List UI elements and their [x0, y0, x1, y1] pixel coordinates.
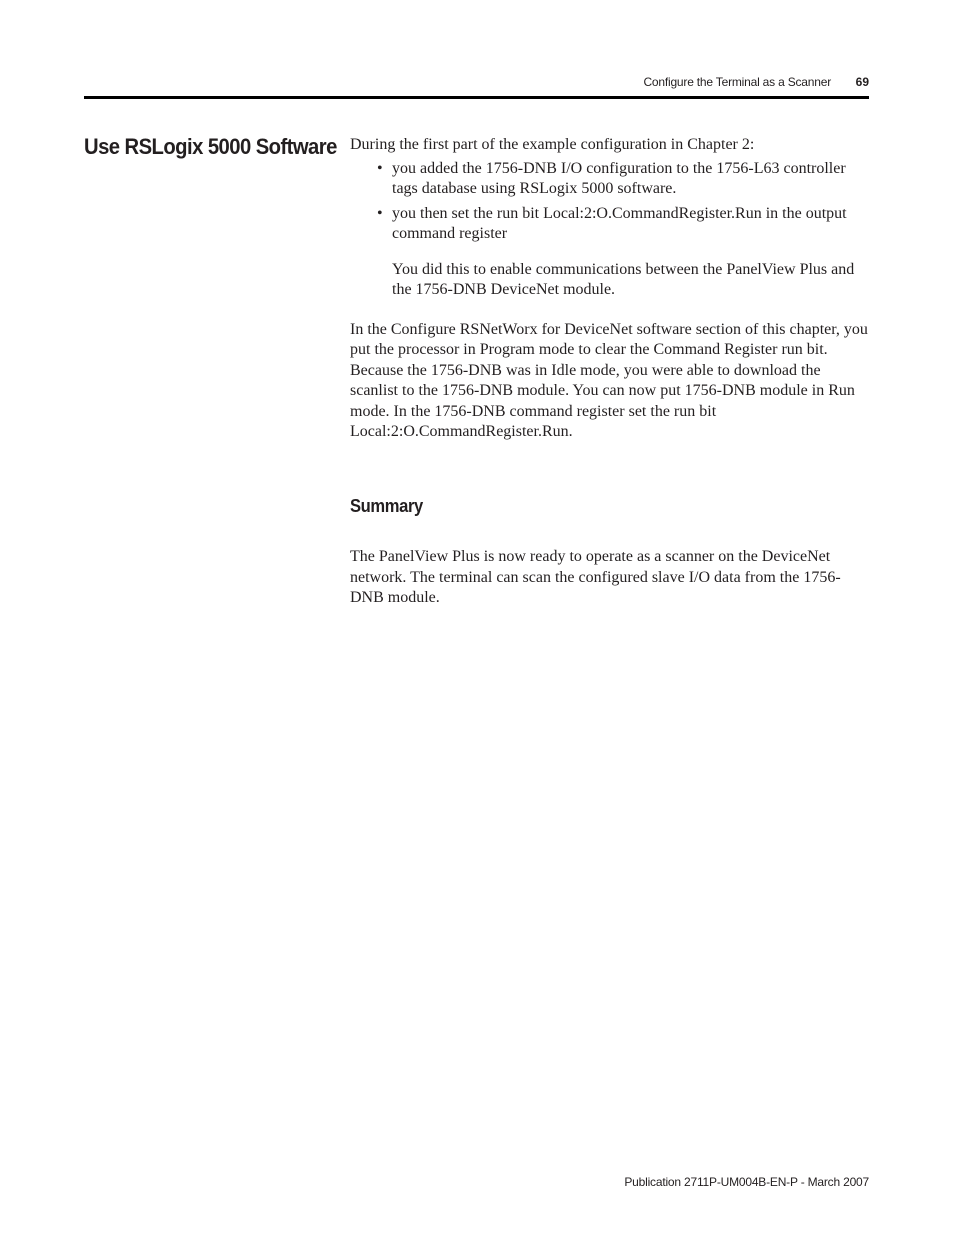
bullet-text: you then set the run bit Local:2:O.CommandRegister.Run in the output command register	[392, 204, 847, 242]
bullet-icon: •	[377, 204, 383, 222]
running-header	[84, 73, 869, 91]
bullet-text: you added the 1756-DNB I/O configuration to the 1756-L63 controller tags database using RSLogix 5000 software.	[392, 159, 846, 197]
bullet-note: You did this to enable communications between the PanelView Plus and the 1756-DNB DeviceNet module.	[392, 260, 855, 298]
header-chapter-title: Configure the Terminal as a Scanner	[643, 75, 831, 89]
summary-paragraph: The PanelView Plus is now ready to operate as a scanner on the DeviceNet network. The terminal can scan the configured slave I/O data from the 1756-DNB module.	[350, 548, 841, 606]
body-paragraph: In the Configure RSNetWorx for DeviceNet software section of this chapter, you put the processor in Program mode to clear the Command Register run bit. Because the 1756-DNB was in Idle mode, you were able to download the scanlist to the 1756-DNB module. You can now put 1756-DNB module in Run mode. In the 1756-DNB command register set the run bit Local:2:O.CommandRegister.Run.	[350, 320, 868, 440]
publication-footer: Publication 2711P-UM004B-EN-P - March 2007	[624, 1175, 869, 1189]
page-number: 69	[855, 75, 869, 89]
summary-heading: Summary	[350, 495, 423, 516]
header-rule	[84, 96, 869, 99]
intro-paragraph: During the first part of the example configuration in Chapter 2:	[350, 136, 755, 153]
bullet-list	[350, 159, 870, 245]
list-item	[350, 204, 870, 245]
body-column	[350, 135, 870, 609]
section-heading: Use RSLogix 5000 Software	[84, 134, 337, 159]
bullet-icon: •	[377, 159, 383, 177]
list-item	[350, 159, 870, 200]
